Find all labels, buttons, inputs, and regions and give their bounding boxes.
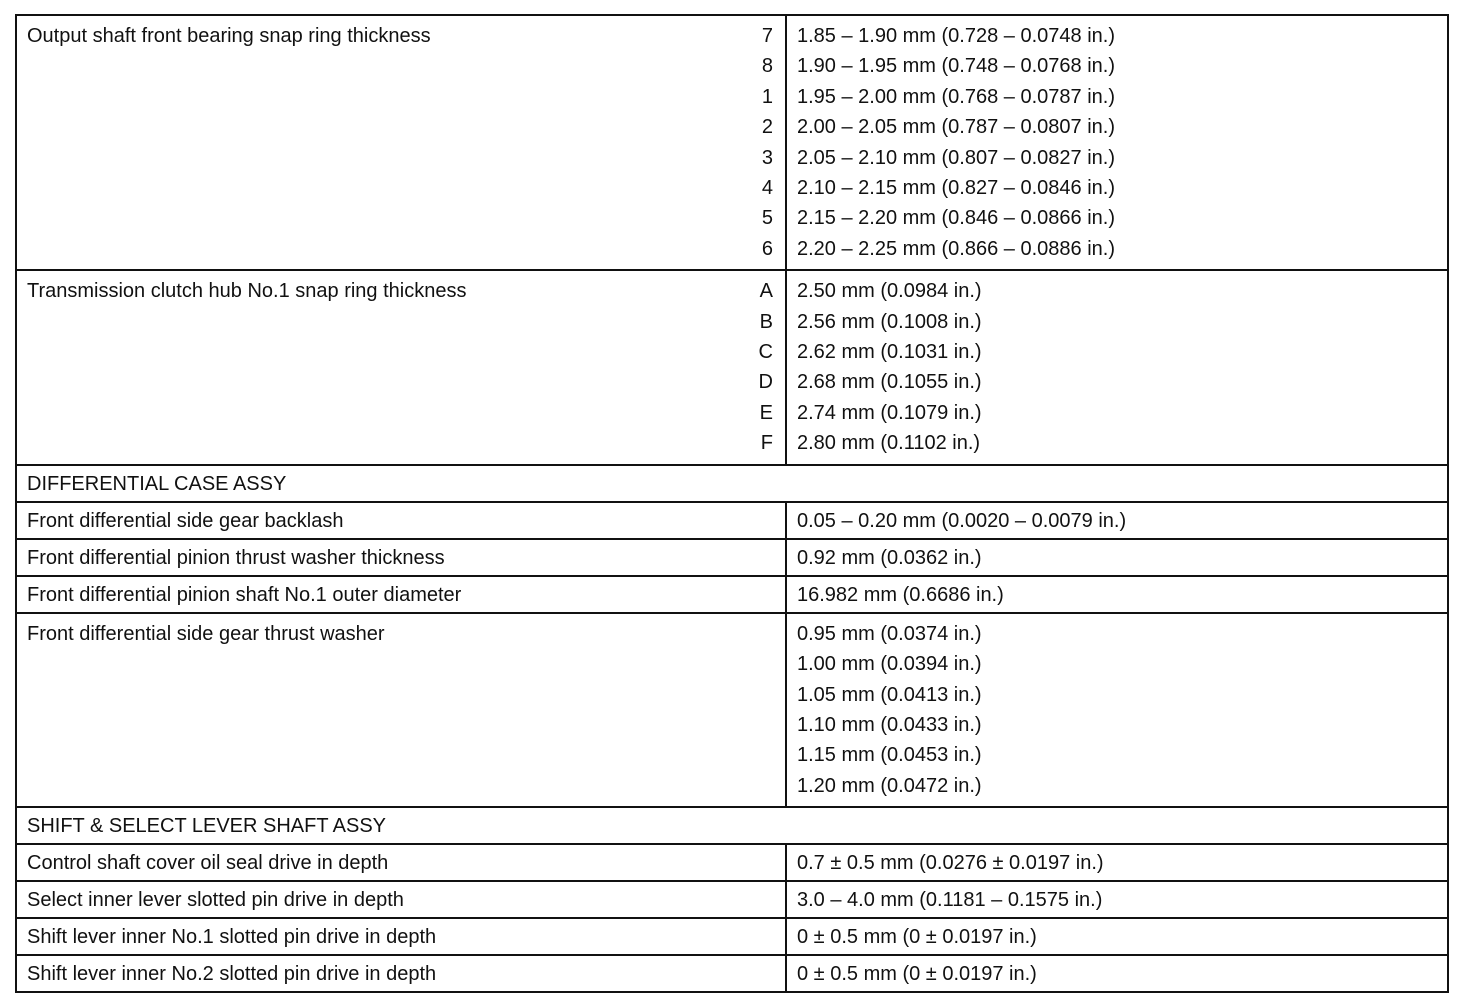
row-label: Select inner lever slotted pin drive in depth — [16, 881, 786, 918]
code: C — [758, 341, 773, 364]
spec-value: 0.95 mm (0.0374 in.) — [797, 622, 982, 645]
spec-value: 3.0 – 4.0 mm (0.1181 – 0.1575 in.) — [786, 881, 1448, 918]
code: F — [760, 432, 773, 455]
row-label: Shift lever inner No.1 slotted pin drive in depth — [16, 918, 786, 955]
spec-value: 0 ± 0.5 mm (0 ± 0.0197 in.) — [786, 955, 1448, 992]
spec-value: 1.00 mm (0.0394 in.) — [797, 653, 982, 676]
code: 7 — [761, 25, 773, 47]
spec-value: 0.7 ± 0.5 mm (0.0276 ± 0.0197 in.) — [786, 844, 1448, 881]
code: 6 — [761, 237, 773, 260]
spec-value: 2.00 – 2.05 mm (0.787 – 0.0807 in.) — [797, 116, 1115, 139]
spec-value: 1.20 mm (0.0472 in.) — [797, 774, 982, 797]
spec-value: 2.20 – 2.25 mm (0.866 – 0.0886 in.) — [797, 237, 1115, 260]
table-row — [16, 955, 1448, 992]
spec-value: 2.68 mm (0.1055 in.) — [797, 371, 982, 394]
spec-value: 2.56 mm (0.1008 in.) — [797, 310, 982, 333]
spec-value: 0 ± 0.5 mm (0 ± 0.0197 in.) — [786, 918, 1448, 955]
code-cell — [716, 270, 786, 464]
row-label: Control shaft cover oil seal drive in depth — [16, 844, 786, 881]
table-row — [16, 15, 1448, 270]
spec-value: 0.05 – 0.20 mm (0.0020 – 0.0079 in.) — [786, 502, 1448, 539]
code: B — [759, 310, 773, 333]
spec-value: 2.10 – 2.15 mm (0.827 – 0.0846 in.) — [797, 177, 1115, 200]
value-cell — [786, 15, 1448, 270]
spec-value: 2.74 mm (0.1079 in.) — [797, 401, 982, 424]
spec-table — [15, 14, 1449, 993]
code: D — [758, 371, 773, 394]
section-header: DIFFERENTIAL CASE ASSY — [16, 465, 1448, 502]
spec-value: 2.15 – 2.20 mm (0.846 – 0.0866 in.) — [797, 207, 1115, 230]
code: A — [759, 280, 773, 303]
code: 4 — [761, 177, 773, 200]
table-row — [16, 576, 1448, 613]
table-row — [16, 918, 1448, 955]
spec-value: 0.92 mm (0.0362 in.) — [786, 539, 1448, 576]
row-label: Transmission clutch hub No.1 snap ring thickness — [16, 270, 716, 464]
section-header: SHIFT & SELECT LEVER SHAFT ASSY — [16, 807, 1448, 844]
spec-value: 1.15 mm (0.0453 in.) — [797, 744, 982, 767]
spec-value: 1.85 – 1.90 mm (0.728 – 0.0748 in.) — [797, 25, 1115, 47]
row-label: Output shaft front bearing snap ring thickness — [16, 15, 716, 270]
spec-value: 2.62 mm (0.1031 in.) — [797, 341, 982, 364]
code: 5 — [761, 207, 773, 230]
code: 3 — [761, 146, 773, 169]
row-label: Front differential side gear backlash — [16, 502, 786, 539]
row-label: Front differential pinion shaft No.1 outer diameter — [16, 576, 786, 613]
table-row — [16, 881, 1448, 918]
spec-value: 2.05 – 2.10 mm (0.807 – 0.0827 in.) — [797, 146, 1115, 169]
code: 2 — [761, 116, 773, 139]
spec-value: 1.90 – 1.95 mm (0.748 – 0.0768 in.) — [797, 55, 1115, 78]
spec-value: 2.80 mm (0.1102 in.) — [797, 432, 981, 455]
row-label: Front differential pinion thrust washer thickness — [16, 539, 786, 576]
table-row — [16, 270, 1448, 464]
spec-value: 1.95 – 2.00 mm (0.768 – 0.0787 in.) — [797, 85, 1115, 108]
table-row — [16, 844, 1448, 881]
spec-value: 16.982 mm (0.6686 in.) — [786, 576, 1448, 613]
section-header-row — [16, 807, 1448, 844]
table-row — [16, 539, 1448, 576]
code-cell — [716, 15, 786, 270]
code: 8 — [761, 55, 773, 78]
value-cell — [786, 613, 1448, 807]
spec-value: 1.05 mm (0.0413 in.) — [797, 683, 982, 706]
spec-value: 2.50 mm (0.0984 in.) — [797, 280, 982, 303]
code: E — [759, 401, 773, 424]
section-header-row — [16, 465, 1448, 502]
row-label: Shift lever inner No.2 slotted pin drive in depth — [16, 955, 786, 992]
code: 1 — [761, 85, 773, 108]
value-cell — [786, 270, 1448, 464]
spec-value: 1.10 mm (0.0433 in.) — [797, 713, 982, 736]
row-label: Front differential side gear thrust washer — [16, 613, 786, 807]
table-row — [16, 613, 1448, 807]
table-row — [16, 502, 1448, 539]
